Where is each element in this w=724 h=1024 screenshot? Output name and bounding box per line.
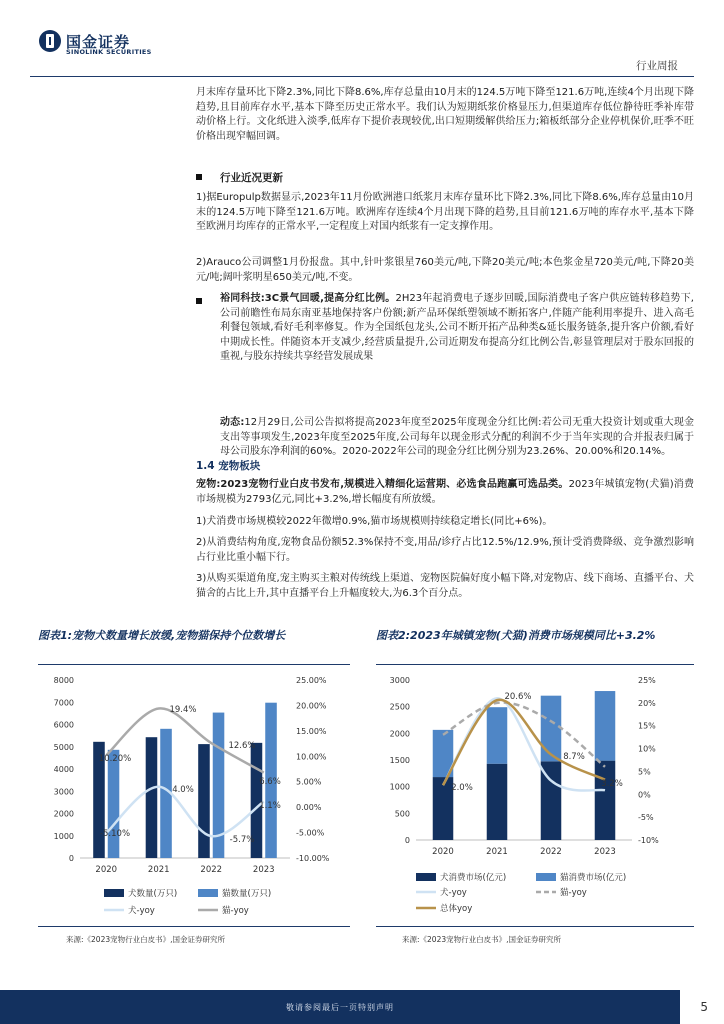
pet-body: 2023年城镇宠物(犬猫)消费市场规模为2793亿元,同比+3.2%,增长幅度有所放缓。 bbox=[196, 479, 694, 505]
left-axis-tick: 5000 bbox=[53, 742, 74, 752]
data-label: 20.6% bbox=[504, 692, 532, 702]
figure-1-rule bbox=[38, 664, 350, 665]
yutong-body: 2H23年起消费电子逐步回暖,国际消费电子客户供应链转移趋势下,公司前瞻性布局东南亚基地保持客户份额;新产品环保纸塑领域不断拓客户,伴随产能利用率提升、进入高毛利餐包领域,看好毛利率修复。作为全国纸包龙头,公司不断开拓产品种类&延长服务链条,提升客户价额,看好中期成长性。伴随资本开支减少,经营质量提升,公司近期发布提高分红比例公告,彰显管理层对于股东回报的重视,与股东持续共享经营发展成果 bbox=[220, 293, 694, 362]
industry-update-1: 1)据Europulp数据显示,2023年11月份欧洲港口纸浆月末库存量环比下降2.3%,同比下降8.6%,库存总量由10月末的124.5万吨下降至121.6万吨。欧洲库存连续4个月出现下降的趋势,且目前121.6万吨的库存水平,基本下降至欧洲月均库存的正常水平,一定程度上对国内纸浆有一定支撑作用。 bbox=[196, 192, 694, 232]
yutong-paragraph bbox=[220, 292, 694, 365]
left-axis-tick: 1000 bbox=[389, 782, 410, 792]
right-axis-tick: 20.00% bbox=[296, 701, 327, 711]
header-divider bbox=[30, 76, 694, 77]
data-label: 12.6% bbox=[228, 741, 256, 751]
right-axis-tick: 10.00% bbox=[296, 752, 327, 762]
company-logo-icon bbox=[38, 29, 62, 53]
legend-swatch bbox=[536, 873, 556, 881]
x-axis-category: 2023 bbox=[594, 847, 616, 857]
data-label: 2.0% bbox=[451, 783, 473, 793]
left-axis-tick: 500 bbox=[394, 809, 410, 819]
stacked-bar-segment bbox=[433, 777, 454, 840]
footer-disclaimer: 敬请参阅最后一页特别声明 bbox=[286, 1003, 394, 1012]
yutong-title: 裕同科技:3C景气回暖,提高分红比例。 bbox=[220, 293, 396, 304]
left-axis-tick: 3000 bbox=[53, 787, 74, 797]
right-axis-tick: 15% bbox=[638, 721, 656, 731]
pet-title: 宠物:2023宠物行业白皮书发布,规模进入精细化运营期、必选食品跑赢可选品类。 bbox=[196, 479, 569, 490]
legend-label: 猫-yoy bbox=[222, 906, 249, 916]
x-axis-category: 2022 bbox=[200, 865, 223, 875]
report-type: 行业周报 bbox=[636, 60, 678, 72]
right-axis-tick: -5% bbox=[638, 813, 654, 823]
right-axis-tick: -10% bbox=[638, 836, 659, 845]
stacked-bar-segment bbox=[595, 761, 616, 840]
right-axis-tick: 0.00% bbox=[296, 803, 322, 813]
industry-update-2: 2)Arauco公司调整1月份报盘。其中,针叶浆银星760美元/吨,下降20美元/吨;本色浆金星720美元/吨,下降20美元/吨;阔叶浆明星650美元/吨,不变。 bbox=[196, 257, 694, 283]
legend-label: 猫消费市场(亿元) bbox=[560, 873, 627, 883]
right-axis-tick: 0% bbox=[638, 790, 651, 800]
stacked-bar-segment bbox=[541, 696, 562, 762]
figure-1-title: 图表1:宠物犬数量增长放缓,宠物猫保持个位数增长 bbox=[38, 629, 286, 642]
bar bbox=[198, 744, 210, 858]
left-axis-tick: 2000 bbox=[53, 809, 74, 819]
data-label: 3.2% bbox=[601, 779, 623, 789]
legend-label: 犬-yoy bbox=[440, 888, 467, 898]
right-axis-tick: 10% bbox=[638, 744, 656, 754]
data-label: -5.7% bbox=[229, 835, 255, 845]
intro-paragraph: 月末库存量环比下降2.3%,同比下降8.6%,库存总量由10月末的124.5万吨下降至121.6万吨,连续4个月出现下降趋势,且目前库存水平,基本下降至历史正常水平。我们认为短期纸浆价格显压力,但渠道库存低位静待旺季补库带动价格上行。文化纸进入淡季,低库存下提价表现较优,出口短期缓解供给压力;箱板纸部分企业停机保价,旺季不旺价格出现窄幅回调。 bbox=[196, 87, 694, 142]
right-axis-tick: 25% bbox=[638, 676, 656, 685]
left-axis-tick: 7000 bbox=[53, 698, 74, 708]
x-axis-category: 2020 bbox=[95, 865, 118, 875]
right-axis-tick: 5% bbox=[638, 767, 651, 777]
left-axis-tick: 0 bbox=[404, 836, 410, 845]
company-logo-name: 国金证券 bbox=[66, 33, 131, 51]
figure-2-source: 来源:《2023宠物行业白皮书》,国金证券研究所 bbox=[402, 935, 561, 944]
legend-label: 猫数量(万只) bbox=[222, 889, 272, 899]
series-line bbox=[443, 698, 605, 790]
figure-1-source: 来源:《2023宠物行业白皮书》,国金证券研究所 bbox=[66, 935, 225, 944]
x-axis-category: 2021 bbox=[147, 865, 170, 875]
left-axis-tick: 2500 bbox=[389, 702, 410, 712]
legend-label: 总体yoy bbox=[440, 904, 473, 914]
left-axis-tick: 3000 bbox=[389, 676, 410, 685]
company-logo-english: SINOLINK SECURITIES bbox=[66, 48, 152, 56]
legend-swatch bbox=[104, 889, 124, 897]
figure-2-bottom-rule bbox=[376, 926, 694, 927]
section-title: 1.4 宠物板块 bbox=[196, 460, 261, 472]
data-label: 8.7% bbox=[563, 752, 585, 762]
x-axis-category: 2021 bbox=[486, 847, 508, 857]
series-line bbox=[443, 700, 605, 785]
left-axis-tick: 2000 bbox=[389, 729, 410, 739]
dynamic-label: 动态: bbox=[220, 417, 245, 428]
data-label: 19.4% bbox=[169, 705, 197, 715]
bar bbox=[146, 737, 158, 858]
right-axis-tick: 25.00% bbox=[296, 676, 327, 685]
stacked-bar-segment bbox=[595, 691, 616, 761]
stacked-bar-segment bbox=[487, 707, 508, 764]
figure-1-chart bbox=[38, 668, 350, 920]
right-axis-tick: -5.00% bbox=[296, 828, 325, 838]
dynamic-body: 12月29日,公司公告拟将提高2023年度至2025年度现金分红比例:若公司无重大投资计划或重大现金支出等事项发生,2023年度至2025年度,公司每年以现金形式分配的利润不少于当年实现的合并报表归属于母公司股东净利润的60%。2020-2022年公司的现金分红比例分别为23.26%、20.00%和20.14%。 bbox=[220, 417, 695, 457]
legend-swatch bbox=[198, 889, 218, 897]
section-bullet-icon bbox=[196, 174, 202, 180]
data-label: 4.0% bbox=[172, 785, 194, 795]
legend-swatch bbox=[416, 873, 436, 881]
left-axis-tick: 1000 bbox=[53, 831, 74, 841]
left-axis-tick: 6000 bbox=[53, 720, 74, 730]
pet-point-2: 2)从消费结构角度,宠物食品份额52.3%保持不变,用品/诊疗占比12.5%/12.9%,预计受消费降级、竞争激烈影响占行业比重小幅下行。 bbox=[196, 537, 694, 563]
left-axis-tick: 4000 bbox=[53, 765, 74, 774]
x-axis-category: 2023 bbox=[252, 865, 275, 875]
left-axis-tick: 0 bbox=[68, 854, 74, 863]
figure-2-chart bbox=[376, 668, 694, 920]
company-bullet-icon bbox=[196, 298, 202, 304]
legend-label: 猫-yoy bbox=[560, 888, 587, 898]
left-axis-tick: 1500 bbox=[389, 756, 410, 765]
stacked-bar-segment bbox=[487, 764, 508, 840]
page-number: 5 bbox=[700, 1000, 708, 1014]
legend-label: 犬数量(万只) bbox=[128, 889, 178, 899]
data-label: 1.1% bbox=[259, 801, 281, 811]
pet-point-3: 3)从购买渠道角度,宠主购买主粮对传统线上渠道、宠物医院偏好度小幅下降,对宠物店、线下商场、直播平台、犬猫舍的占比上升,其中直播平台上升幅度较大,为6.3个百分点。 bbox=[196, 573, 694, 599]
data-label: -5.10% bbox=[99, 829, 131, 839]
pet-paragraph bbox=[196, 478, 694, 507]
legend-label: 犬消费市场(亿元) bbox=[440, 873, 507, 883]
bar bbox=[108, 750, 120, 858]
data-label: 10.20% bbox=[98, 754, 132, 764]
x-axis-category: 2022 bbox=[540, 847, 562, 857]
left-axis-tick: 8000 bbox=[53, 676, 74, 685]
dynamic-paragraph bbox=[220, 416, 694, 460]
right-axis-tick: 20% bbox=[638, 698, 656, 708]
right-axis-tick: 5.00% bbox=[296, 777, 322, 787]
legend-label: 犬-yoy bbox=[128, 906, 155, 916]
figure-1-bottom-rule bbox=[38, 926, 350, 927]
pet-point-1: 1)犬消费市场规模较2022年微增0.9%,猫市场规模则持续稳定增长(同比+6%)。 bbox=[196, 516, 553, 527]
industry-update-title: 行业近况更新 bbox=[220, 172, 283, 184]
x-axis-category: 2020 bbox=[432, 847, 454, 857]
figure-2-title: 图表2:2023年城镇宠物(犬猫)消费市场规模同比+3.2% bbox=[376, 629, 656, 642]
right-axis-tick: -10.00% bbox=[296, 854, 330, 863]
figure-2-rule bbox=[376, 664, 694, 665]
right-axis-tick: 15.00% bbox=[296, 726, 327, 736]
data-label: 6.6% bbox=[259, 777, 281, 787]
